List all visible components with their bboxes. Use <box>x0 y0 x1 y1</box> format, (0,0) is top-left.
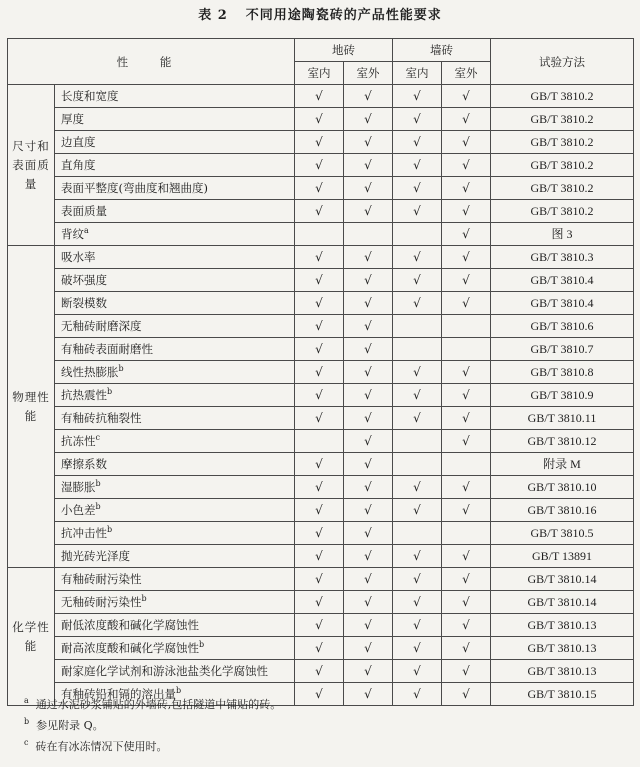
empty-cell-wall-outdoor <box>442 453 491 476</box>
check-mark-wall-indoor: √ <box>393 591 442 614</box>
property-name <box>55 85 295 108</box>
header-wall-tile: 墙砖 <box>393 39 491 62</box>
property-name <box>55 660 295 683</box>
check-mark-floor-indoor: √ <box>295 660 344 683</box>
footnote-marker: b <box>95 502 101 512</box>
check-mark-floor-outdoor: √ <box>344 568 393 591</box>
test-method: GB/T 13891 <box>491 545 634 568</box>
property-name <box>55 177 295 200</box>
check-mark-wall-indoor: √ <box>393 131 442 154</box>
check-mark-wall-indoor: √ <box>393 384 442 407</box>
check-mark-wall-outdoor: √ <box>442 476 491 499</box>
property-name <box>55 200 295 223</box>
table-row <box>8 315 634 338</box>
test-method: GB/T 3810.12 <box>491 430 634 453</box>
test-method: GB/T 3810.3 <box>491 246 634 269</box>
table-row <box>8 453 634 476</box>
footnote-mark: a <box>24 696 29 706</box>
check-mark-wall-indoor: √ <box>393 154 442 177</box>
footnote-marker: b <box>118 364 124 374</box>
check-mark-floor-outdoor: √ <box>344 476 393 499</box>
property-label: 直角度 <box>61 158 96 172</box>
check-mark-floor-outdoor: √ <box>344 131 393 154</box>
check-mark-wall-outdoor: √ <box>442 568 491 591</box>
table-row <box>8 476 634 499</box>
table-row <box>8 292 634 315</box>
property-label: 有釉砖表面耐磨性 <box>61 342 153 356</box>
table-row <box>8 338 634 361</box>
check-mark-floor-outdoor: √ <box>344 614 393 637</box>
check-mark-floor-outdoor: √ <box>344 338 393 361</box>
check-mark-floor-indoor: √ <box>295 499 344 522</box>
empty-cell-floor-indoor <box>295 430 344 453</box>
test-method: GB/T 3810.4 <box>491 269 634 292</box>
header-floor-tile: 地砖 <box>295 39 393 62</box>
check-mark-floor-indoor: √ <box>295 154 344 177</box>
footnote <box>24 694 624 715</box>
property-name <box>55 453 295 476</box>
test-method: 附录 M <box>491 453 634 476</box>
empty-cell-floor-outdoor <box>344 223 393 246</box>
test-method: GB/T 3810.6 <box>491 315 634 338</box>
footnote-marker: b <box>199 640 205 650</box>
property-name <box>55 131 295 154</box>
check-mark-wall-indoor: √ <box>393 407 442 430</box>
header-test-method: 试验方法 <box>491 39 634 85</box>
property-label: 有釉砖铅和镉的溶出量 <box>61 687 176 701</box>
test-method: GB/T 3810.13 <box>491 614 634 637</box>
table-row <box>8 269 634 292</box>
check-mark-floor-outdoor: √ <box>344 430 393 453</box>
check-mark-floor-outdoor: √ <box>344 384 393 407</box>
footnote-mark: c <box>24 738 29 748</box>
check-mark-floor-outdoor: √ <box>344 200 393 223</box>
test-method: GB/T 3810.13 <box>491 637 634 660</box>
property-name <box>55 292 295 315</box>
test-method: GB/T 3810.10 <box>491 476 634 499</box>
table-row <box>8 568 634 591</box>
empty-cell-wall-indoor <box>393 223 442 246</box>
group-label: 物理性能 <box>8 246 55 568</box>
test-method: GB/T 3810.7 <box>491 338 634 361</box>
test-method: GB/T 3810.8 <box>491 361 634 384</box>
check-mark-wall-outdoor: √ <box>442 430 491 453</box>
property-label: 抛光砖光泽度 <box>61 549 130 563</box>
check-mark-floor-indoor: √ <box>295 453 344 476</box>
test-method: GB/T 3810.14 <box>491 568 634 591</box>
property-label: 有釉砖抗釉裂性 <box>61 411 142 425</box>
property-label: 抗冲击性 <box>61 526 107 540</box>
property-name <box>55 568 295 591</box>
check-mark-floor-outdoor: √ <box>344 545 393 568</box>
table-row <box>8 407 634 430</box>
property-name <box>55 430 295 453</box>
test-method: GB/T 3810.11 <box>491 407 634 430</box>
test-method: GB/T 3810.14 <box>491 591 634 614</box>
check-mark-wall-indoor: √ <box>393 637 442 660</box>
footnotes <box>24 694 624 757</box>
property-label: 耐高浓度酸和碱化学腐蚀性 <box>61 641 199 655</box>
empty-cell-wall-indoor <box>393 453 442 476</box>
property-label: 抗热震性 <box>61 388 107 402</box>
check-mark-floor-indoor: √ <box>295 614 344 637</box>
check-mark-floor-indoor: √ <box>295 407 344 430</box>
table-number: 表 2 <box>198 8 228 23</box>
check-mark-floor-outdoor: √ <box>344 361 393 384</box>
check-mark-wall-indoor: √ <box>393 545 442 568</box>
check-mark-wall-outdoor: √ <box>442 200 491 223</box>
property-label: 耐低浓度酸和碱化学腐蚀性 <box>61 618 199 632</box>
check-mark-wall-outdoor: √ <box>442 108 491 131</box>
property-name <box>55 614 295 637</box>
check-mark-wall-outdoor: √ <box>442 177 491 200</box>
check-mark-floor-outdoor: √ <box>344 660 393 683</box>
check-mark-floor-outdoor: √ <box>344 246 393 269</box>
test-method: GB/T 3810.4 <box>491 292 634 315</box>
check-mark-wall-outdoor: √ <box>442 384 491 407</box>
check-mark-floor-indoor: √ <box>295 85 344 108</box>
check-mark-floor-indoor: √ <box>295 200 344 223</box>
footnote-marker: c <box>95 433 100 443</box>
table-row <box>8 85 634 108</box>
property-name <box>55 338 295 361</box>
property-name <box>55 545 295 568</box>
test-method: GB/T 3810.5 <box>491 522 634 545</box>
check-mark-wall-indoor: √ <box>393 269 442 292</box>
table-body <box>8 85 634 706</box>
check-mark-wall-indoor: √ <box>393 568 442 591</box>
check-mark-wall-outdoor: √ <box>442 407 491 430</box>
property-label: 有釉砖耐污染性 <box>61 572 142 586</box>
check-mark-wall-outdoor: √ <box>442 246 491 269</box>
table-row <box>8 591 634 614</box>
property-label: 线性热膨胀 <box>61 365 119 379</box>
check-mark-wall-outdoor: √ <box>442 154 491 177</box>
header-wall-outdoor: 室外 <box>442 62 491 85</box>
table-row <box>8 246 634 269</box>
check-mark-floor-indoor: √ <box>295 269 344 292</box>
property-label: 背纹 <box>61 227 84 241</box>
empty-cell-wall-indoor <box>393 338 442 361</box>
check-mark-floor-outdoor: √ <box>344 154 393 177</box>
check-mark-floor-indoor: √ <box>295 545 344 568</box>
table-row <box>8 522 634 545</box>
table-row <box>8 660 634 683</box>
property-name <box>55 246 295 269</box>
footnote-text: 参见附录 Q。 <box>36 719 104 732</box>
check-mark-wall-outdoor: √ <box>442 545 491 568</box>
property-label: 断裂模数 <box>61 296 107 310</box>
test-method: GB/T 3810.2 <box>491 131 634 154</box>
check-mark-wall-outdoor: √ <box>442 614 491 637</box>
property-name <box>55 269 295 292</box>
header-wall-indoor: 室内 <box>393 62 442 85</box>
check-mark-wall-outdoor: √ <box>442 637 491 660</box>
test-method: GB/T 3810.2 <box>491 200 634 223</box>
footnote <box>24 736 624 757</box>
check-mark-floor-indoor: √ <box>295 683 344 706</box>
footnote-marker: b <box>107 525 113 535</box>
property-label: 抗冻性 <box>61 434 96 448</box>
check-mark-wall-indoor: √ <box>393 361 442 384</box>
header-floor-indoor: 室内 <box>295 62 344 85</box>
footnote-marker: b <box>95 479 101 489</box>
property-name <box>55 108 295 131</box>
test-method: GB/T 3810.15 <box>491 683 634 706</box>
property-label: 吸水率 <box>61 250 96 264</box>
check-mark-floor-outdoor: √ <box>344 637 393 660</box>
check-mark-floor-outdoor: √ <box>344 683 393 706</box>
check-mark-floor-outdoor: √ <box>344 522 393 545</box>
property-label: 破坏强度 <box>61 273 107 287</box>
test-method: GB/T 3810.2 <box>491 85 634 108</box>
property-label: 表面质量 <box>61 204 107 218</box>
header-floor-outdoor: 室外 <box>344 62 393 85</box>
property-name <box>55 154 295 177</box>
check-mark-wall-outdoor: √ <box>442 223 491 246</box>
check-mark-wall-outdoor: √ <box>442 292 491 315</box>
table-title <box>0 4 640 26</box>
check-mark-floor-outdoor: √ <box>344 407 393 430</box>
table-row <box>8 499 634 522</box>
check-mark-wall-indoor: √ <box>393 85 442 108</box>
table-row <box>8 637 634 660</box>
check-mark-wall-outdoor: √ <box>442 361 491 384</box>
footnote-text: 通过水泥砂浆铺贴的外墙砖,包括隧道中铺贴的砖。 <box>35 698 282 711</box>
test-method: GB/T 3810.2 <box>491 177 634 200</box>
test-method: GB/T 3810.16 <box>491 499 634 522</box>
footnote-marker: b <box>107 387 113 397</box>
group-label: 化学性能 <box>8 568 55 706</box>
check-mark-floor-indoor: √ <box>295 361 344 384</box>
test-method: GB/T 3810.9 <box>491 384 634 407</box>
table-row <box>8 108 634 131</box>
check-mark-wall-indoor: √ <box>393 614 442 637</box>
test-method: 图 3 <box>491 223 634 246</box>
property-name <box>55 476 295 499</box>
footnote-marker: a <box>84 226 89 236</box>
check-mark-wall-indoor: √ <box>393 499 442 522</box>
check-mark-wall-outdoor: √ <box>442 85 491 108</box>
check-mark-wall-outdoor: √ <box>442 660 491 683</box>
check-mark-floor-indoor: √ <box>295 108 344 131</box>
property-name <box>55 361 295 384</box>
check-mark-wall-indoor: √ <box>393 200 442 223</box>
footnote-marker: b <box>141 594 147 604</box>
empty-cell-wall-outdoor <box>442 338 491 361</box>
header-property: 性 能 <box>8 39 295 85</box>
empty-cell-wall-indoor <box>393 430 442 453</box>
test-method: GB/T 3810.2 <box>491 154 634 177</box>
check-mark-floor-indoor: √ <box>295 384 344 407</box>
check-mark-floor-outdoor: √ <box>344 453 393 476</box>
empty-cell-wall-indoor <box>393 522 442 545</box>
empty-cell-wall-outdoor <box>442 315 491 338</box>
table-row <box>8 545 634 568</box>
table-row <box>8 430 634 453</box>
check-mark-wall-indoor: √ <box>393 683 442 706</box>
property-name <box>55 499 295 522</box>
property-label: 湿膨胀 <box>61 480 96 494</box>
property-label: 表面平整度(弯曲度和翘曲度) <box>61 181 208 195</box>
check-mark-wall-outdoor: √ <box>442 131 491 154</box>
check-mark-floor-indoor: √ <box>295 292 344 315</box>
test-method: GB/T 3810.13 <box>491 660 634 683</box>
check-mark-floor-indoor: √ <box>295 522 344 545</box>
check-mark-wall-indoor: √ <box>393 476 442 499</box>
check-mark-floor-outdoor: √ <box>344 292 393 315</box>
group-label: 尺寸和表面质量 <box>8 85 55 246</box>
property-name <box>55 591 295 614</box>
check-mark-wall-indoor: √ <box>393 246 442 269</box>
table-row <box>8 177 634 200</box>
table-row <box>8 384 634 407</box>
property-name <box>55 223 295 246</box>
property-label: 厚度 <box>61 112 84 126</box>
check-mark-floor-indoor: √ <box>295 246 344 269</box>
property-label: 无釉砖耐污染性 <box>61 595 142 609</box>
check-mark-wall-outdoor: √ <box>442 269 491 292</box>
table-caption: 不同用途陶瓷砖的产品性能要求 <box>245 8 442 23</box>
test-method: GB/T 3810.2 <box>491 108 634 131</box>
property-name <box>55 407 295 430</box>
property-label: 耐家庭化学试剂和游泳池盐类化学腐蚀性 <box>61 664 268 678</box>
check-mark-wall-indoor: √ <box>393 660 442 683</box>
check-mark-floor-outdoor: √ <box>344 591 393 614</box>
property-name <box>55 522 295 545</box>
check-mark-floor-outdoor: √ <box>344 108 393 131</box>
check-mark-floor-indoor: √ <box>295 177 344 200</box>
check-mark-wall-outdoor: √ <box>442 591 491 614</box>
check-mark-wall-outdoor: √ <box>442 499 491 522</box>
empty-cell-floor-indoor <box>295 223 344 246</box>
check-mark-floor-outdoor: √ <box>344 499 393 522</box>
check-mark-floor-outdoor: √ <box>344 315 393 338</box>
check-mark-wall-outdoor: √ <box>442 683 491 706</box>
property-name <box>55 384 295 407</box>
table-row <box>8 200 634 223</box>
empty-cell-wall-indoor <box>393 315 442 338</box>
table-row <box>8 614 634 637</box>
property-name <box>55 315 295 338</box>
footnote-mark: b <box>24 717 30 727</box>
check-mark-wall-indoor: √ <box>393 177 442 200</box>
performance-table <box>7 38 634 706</box>
check-mark-floor-indoor: √ <box>295 591 344 614</box>
table-row <box>8 361 634 384</box>
check-mark-wall-indoor: √ <box>393 292 442 315</box>
property-label: 小色差 <box>61 503 96 517</box>
check-mark-floor-outdoor: √ <box>344 177 393 200</box>
table-row <box>8 131 634 154</box>
property-label: 无釉砖耐磨深度 <box>61 319 142 333</box>
check-mark-floor-indoor: √ <box>295 315 344 338</box>
check-mark-floor-indoor: √ <box>295 131 344 154</box>
footnote <box>24 715 624 736</box>
check-mark-wall-indoor: √ <box>393 108 442 131</box>
footnote-marker: b <box>176 686 182 696</box>
check-mark-floor-indoor: √ <box>295 637 344 660</box>
empty-cell-wall-outdoor <box>442 522 491 545</box>
table-row <box>8 223 634 246</box>
footnote-text: 砖在有冰冻情况下使用时。 <box>35 740 168 753</box>
check-mark-floor-indoor: √ <box>295 338 344 361</box>
check-mark-floor-indoor: √ <box>295 476 344 499</box>
table-row <box>8 154 634 177</box>
property-label: 长度和宽度 <box>61 89 119 103</box>
check-mark-floor-indoor: √ <box>295 568 344 591</box>
property-label: 边直度 <box>61 135 96 149</box>
check-mark-floor-outdoor: √ <box>344 269 393 292</box>
property-name <box>55 637 295 660</box>
check-mark-floor-outdoor: √ <box>344 85 393 108</box>
header-row-top <box>8 39 634 62</box>
property-label: 摩擦系数 <box>61 457 107 471</box>
